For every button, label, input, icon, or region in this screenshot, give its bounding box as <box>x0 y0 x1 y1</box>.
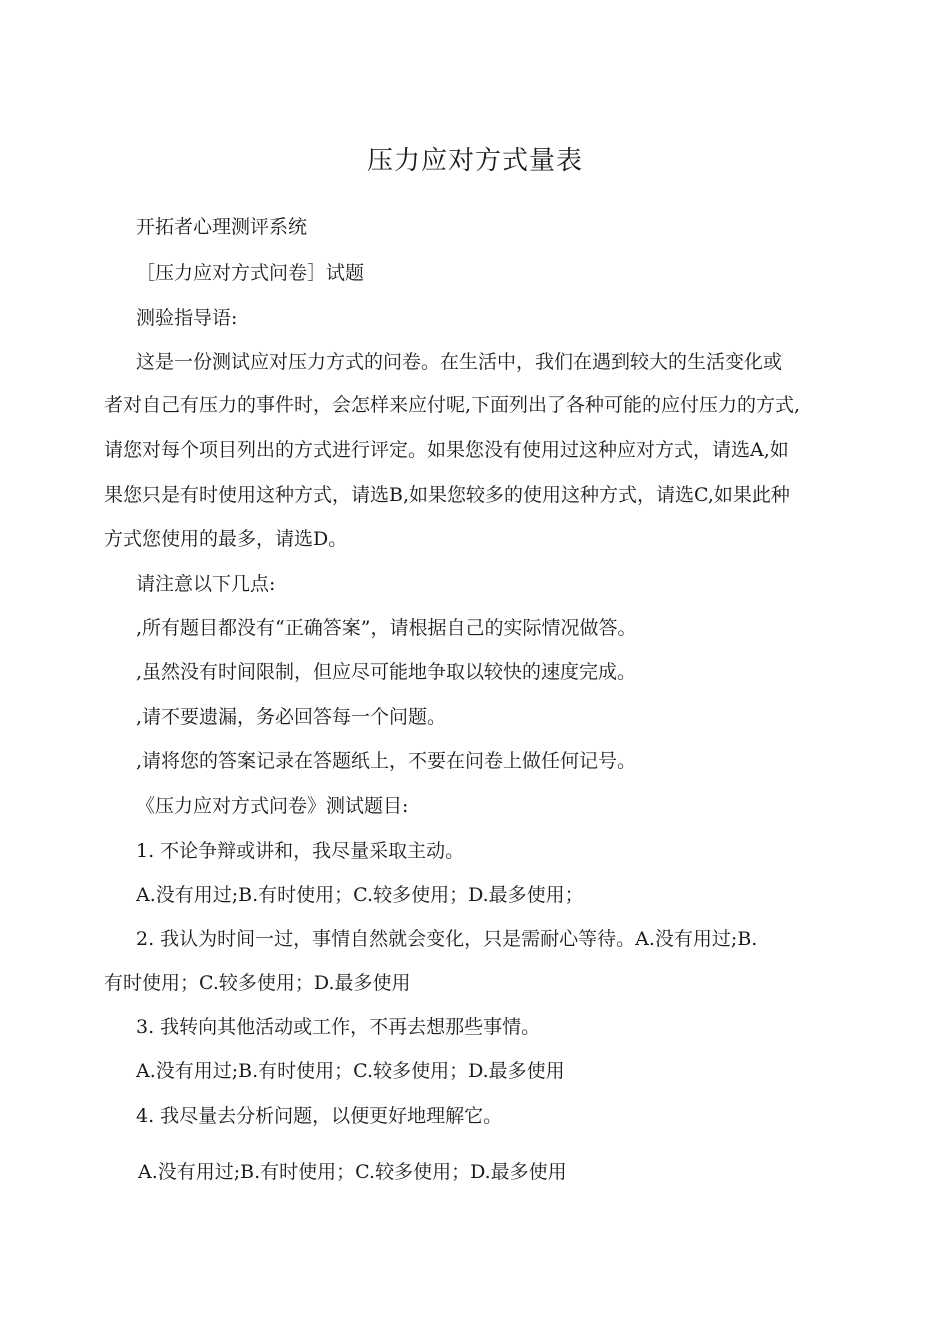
question-1-options: A.没有用过;B.有时使用；C.较多使用；D.最多使用； <box>136 884 584 906</box>
question-4-text: 4. 我尽量去分析问题，以便更好地理解它。 <box>136 1105 503 1127</box>
system-name: 开拓者心理测评系统 <box>136 216 308 238</box>
intro-line: 方式您使用的最多，请选D。 <box>104 528 348 550</box>
note-item: ,虽然没有时间限制，但应尽可能地争取以较快的速度完成。 <box>136 661 637 683</box>
note-item: ,请不要遗漏，务必回答每一个问题。 <box>136 706 447 728</box>
note-item: ,请将您的答案记录在答题纸上，不要在问卷上做任何记号。 <box>136 750 637 772</box>
question-2-options: 有时使用；C.较多使用；D.最多使用 <box>104 972 411 994</box>
questions-heading: 《压力应对方式问卷》测试题目: <box>136 795 409 817</box>
notes-label: 请注意以下几点: <box>136 573 276 595</box>
question-1-text: 1. 不论争辩或讲和，我尽量采取主动。 <box>136 840 465 862</box>
question-3-text: 3. 我转向其他活动或工作，不再去想那些事情。 <box>136 1016 541 1038</box>
intro-line: 果您只是有时使用这种方式，请选B,如果您较多的使用这种方式，请选C,如果此种 <box>104 484 790 506</box>
question-2-text: 2. 我认为时间一过，事情自然就会变化，只是需耐心等待。A.没有用过;B. <box>136 928 758 950</box>
intro-line: 者对自己有压力的事件时，会怎样来应付呢,下面列出了各种可能的应付压力的方式, <box>104 394 801 416</box>
intro-line: 请您对每个项目列出的方式进行评定。如果您没有使用过这种应对方式，请选A,如 <box>104 439 789 461</box>
intro-line: 这是一份测试应对压力方式的问卷。在生活中，我们在遇到较大的生活变化或 <box>136 351 783 373</box>
question-4-options: A.没有用过;B.有时使用；C.较多使用；D.最多使用 <box>138 1161 567 1183</box>
document-title: 压力应对方式量表 <box>366 146 583 176</box>
instructions-label: 测验指导语: <box>136 307 238 329</box>
question-3-options: A.没有用过;B.有时使用；C.较多使用；D.最多使用 <box>136 1060 565 1082</box>
note-item: ,所有题目都没有“正确答案”，请根据自己的实际情况做答。 <box>136 617 637 639</box>
test-heading: ［压力应对方式问卷］试题 <box>136 262 365 284</box>
